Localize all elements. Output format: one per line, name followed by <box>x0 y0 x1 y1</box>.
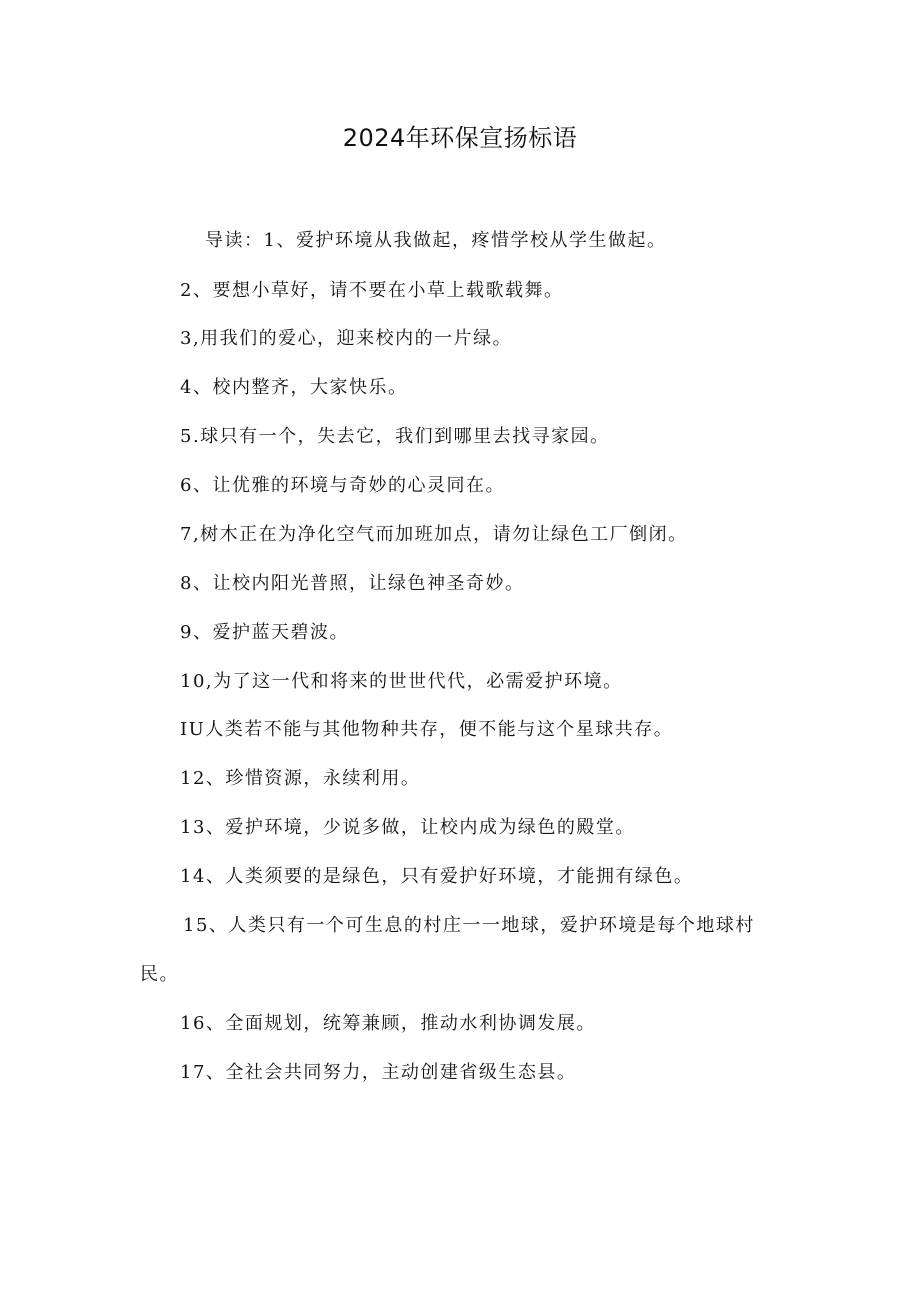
slogan-line: 8、让校内阳光普照，让绿色神圣奇妙。 <box>180 573 525 594</box>
slogan-line: 4、校内整齐，大家快乐。 <box>180 377 408 398</box>
slogan-line-continuation: 民。 <box>140 964 179 985</box>
slogan-line: 16、全面规划，统筹兼顾，推动水利协调发展。 <box>180 1013 596 1034</box>
intro-line: 导读：1、爱护环境从我做起，疼惜学校从学生做起。 <box>205 230 667 251</box>
slogan-line: 14、人类须要的是绿色，只有爱护好环境，才能拥有绿色。 <box>180 866 694 887</box>
slogan-line: 5.球只有一个，失去它，我们到哪里去找寻家园。 <box>180 426 610 447</box>
slogan-line: 7,树木正在为净化空气而加班加点，请勿让绿色工厂倒闭。 <box>180 524 688 545</box>
slogan-line: 15、人类只有一个可生息的村庄一一地球，爱护环境是每个地球村 <box>183 915 755 936</box>
slogan-line: 6、让优雅的环境与奇妙的心灵同在。 <box>180 475 505 496</box>
slogan-line: 12、珍惜资源，永续利用。 <box>180 768 421 789</box>
slogan-line: 13、爱护环境，少说多做，让校内成为绿色的殿堂。 <box>180 817 635 838</box>
slogan-line: 10,为了这一代和将来的世世代代，必需爱护环境。 <box>180 671 623 692</box>
document-title: 2024年环保宣扬标语 <box>342 124 578 152</box>
slogan-line: 17、全社会共同努力，主动创建省级生态县。 <box>180 1062 577 1083</box>
slogan-line: 9、爱护蓝天碧波。 <box>180 622 349 643</box>
slogan-line: IU人类若不能与其他物种共存，便不能与这个星球共存。 <box>180 719 674 740</box>
slogan-line: 2、要想小草好，请不要在小草上载歌载舞。 <box>180 280 564 301</box>
slogan-line: 3,用我们的爱心，迎来校内的一片绿。 <box>180 328 513 349</box>
